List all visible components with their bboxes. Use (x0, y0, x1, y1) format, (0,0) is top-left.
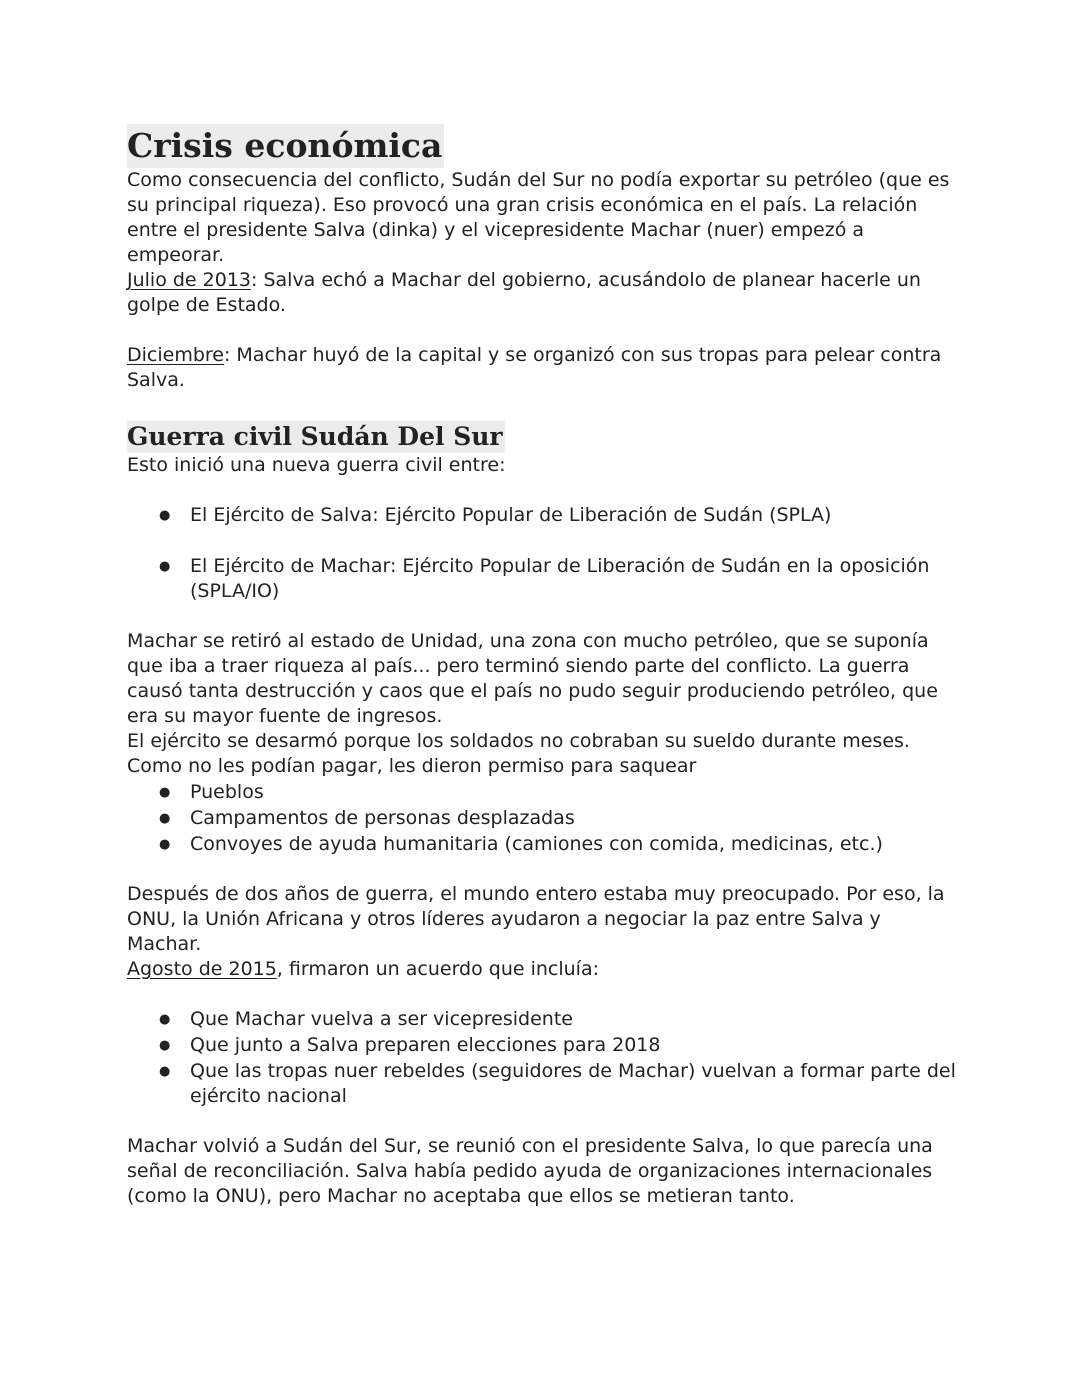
list-item-acuerdo: ● Que las tropas nuer rebeldes (seguidores de Machar) vuelvan a formar parte del ejército nacional (190, 1059, 957, 1109)
blank-line (127, 318, 957, 343)
paragraph-reconciliacion: Machar volvió a Sudán del Sur, se reunió con el presidente Salva, lo que parecía una señal de reconciliación. Salva había pedido ayuda de organizaciones internacionales (como la ONU), pero Machar no aceptaba que ellos se metieran tanto. (127, 1135, 933, 1207)
blank-line (127, 1109, 957, 1134)
heading-guerra-civil: Guerra civil Sudán Del Sur (127, 422, 503, 451)
paragraph-crisis-intro: Como consecuencia del conflicto, Sudán del Sur no podía exportar su petróleo (que es su principal riqueza). Eso provocó una gran crisis económica en el país. La relación entre el presidente Salva (dinka) y el vicepresidente Machar (nuer) empezó a empeorar. (127, 169, 950, 266)
document-page (127, 124, 957, 1209)
paragraph-diciembre (127, 343, 957, 393)
blank-line (127, 857, 957, 882)
section-guerra-civil (127, 421, 957, 1209)
list-acuerdo (127, 1007, 957, 1109)
text-julio-2013: : Salva echó a Machar del gobierno, acusándolo de planear hacerle un golpe de Estado. (127, 269, 921, 316)
paragraph-ejercito: El ejército se desarmó porque los soldados no cobraban su sueldo durante meses. Como no les podían pagar, les dieron permiso para saquear (127, 730, 910, 777)
paragraph-agosto-2015 (127, 957, 957, 982)
blank-line (127, 393, 957, 421)
paragraph-paz: Después de dos años de guerra, el mundo entero estaba muy preocupado. Por eso, la ONU, la Unión Africana y otros líderes ayudaron a negociar la paz entre Salva y Machar. (127, 883, 945, 955)
list-item-saqueo: ● Campamentos de personas desplazadas (190, 806, 957, 831)
date-diciembre: Diciembre (127, 344, 224, 366)
text-agosto-2015: , firmaron un acuerdo que incluía: (276, 958, 600, 980)
date-julio-2013: Julio de 2013 (127, 269, 252, 291)
blank-line (127, 982, 957, 1007)
list-bandos (127, 503, 957, 604)
list-item-bando-machar: ● El Ejército de Machar: Ejército Popular de Liberación de Sudán en la oposición (SPLA/IO) (190, 554, 957, 604)
list-item-acuerdo: ● Que Machar vuelva a ser vicepresidente (190, 1007, 957, 1032)
text-diciembre: : Machar huyó de la capital y se organizó con sus tropas para pelear contra Salva. (127, 344, 942, 391)
list-saqueo (127, 780, 957, 857)
blank-line (127, 478, 957, 503)
paragraph-julio-2013 (127, 268, 957, 318)
blank-line (127, 604, 957, 629)
paragraph-guerra-intro: Esto inició una nueva guerra civil entre: (127, 454, 506, 476)
list-item-saqueo: ● Pueblos (190, 780, 957, 805)
section-crisis-economica (127, 124, 957, 393)
heading-crisis-economica: Crisis económica (127, 124, 444, 168)
date-agosto-2015: Agosto de 2015 (127, 958, 277, 980)
paragraph-unidad: Machar se retiró al estado de Unidad, una zona con mucho petróleo, que se suponía que iba a traer riqueza al país... pero terminó siendo parte del conflicto. La guerra causó tanta destrucción y caos que el país no pudo seguir produciendo petróleo, que era su mayor fuente de ingresos. (127, 630, 938, 727)
list-item-bando-salva: ● El Ejército de Salva: Ejército Popular de Liberación de Sudán (SPLA) (190, 503, 957, 528)
list-item-acuerdo: ● Que junto a Salva preparen elecciones para 2018 (190, 1033, 957, 1058)
list-item-saqueo: ● Convoyes de ayuda humanitaria (camiones con comida, medicinas, etc.) (190, 832, 957, 857)
